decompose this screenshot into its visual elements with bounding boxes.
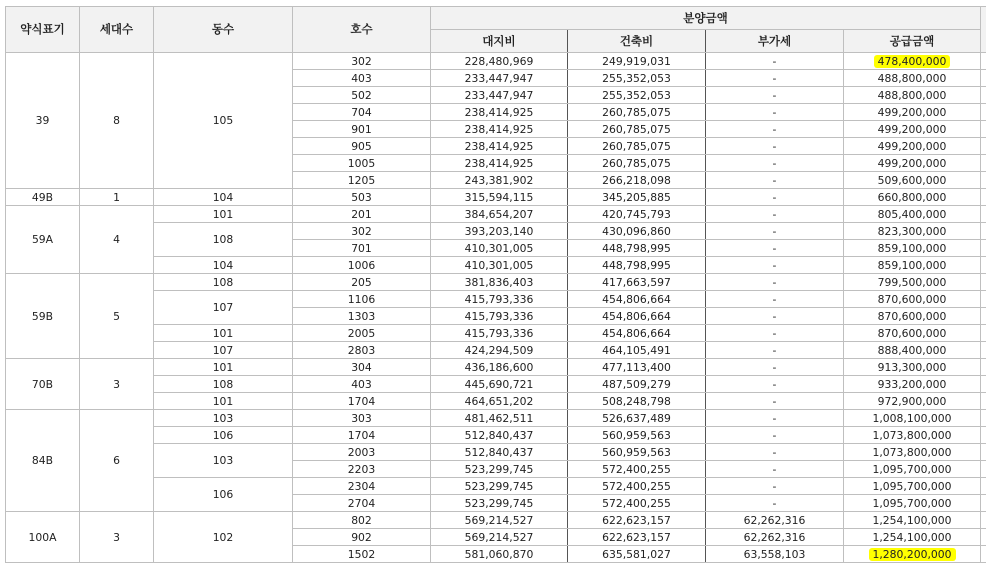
households-cell: 3: [80, 512, 154, 563]
edge-cell: [981, 206, 986, 223]
construction-cell: 526,637,489: [568, 410, 706, 427]
price-table-body: [6, 53, 986, 563]
supply-amount: 1,095,700,000: [872, 462, 952, 476]
supply-amount: 1,254,100,000: [872, 513, 952, 527]
edge-cell: [981, 155, 986, 172]
vat-cell: -: [706, 410, 844, 427]
price-table: [5, 6, 986, 563]
construction-cell: 260,785,075: [568, 155, 706, 172]
building-cell: 101: [154, 359, 293, 376]
highlighted-supply-amount: 478,400,000: [874, 55, 951, 68]
table-row: [6, 342, 986, 359]
construction-cell: 255,352,053: [568, 70, 706, 87]
construction-cell: 622,623,157: [568, 529, 706, 546]
table-row: [6, 444, 986, 461]
land-cell: 523,299,745: [431, 478, 568, 495]
building-cell: 108: [154, 223, 293, 257]
building-cell: 103: [154, 444, 293, 478]
supply-cell: [844, 393, 981, 410]
unit-cell: 201: [293, 206, 431, 223]
vat-cell: -: [706, 87, 844, 104]
unit-cell: 502: [293, 87, 431, 104]
supply-cell: [844, 291, 981, 308]
supply-amount: 823,300,000: [877, 224, 947, 238]
type-cell: 70B: [6, 359, 80, 410]
land-cell: 424,294,509: [431, 342, 568, 359]
land-cell: 238,414,925: [431, 104, 568, 121]
table-row: [6, 223, 986, 240]
edge-cell: [981, 342, 986, 359]
vat-cell: 63,558,103: [706, 546, 844, 563]
unit-cell: 304: [293, 359, 431, 376]
construction-cell: 572,400,255: [568, 478, 706, 495]
building-cell: 107: [154, 342, 293, 359]
land-cell: 415,793,336: [431, 325, 568, 342]
unit-cell: 704: [293, 104, 431, 121]
unit-cell: 1502: [293, 546, 431, 563]
edge-cell: [981, 87, 986, 104]
supply-amount: 499,200,000: [877, 156, 947, 170]
edge-cell: [981, 393, 986, 410]
edge-cell: [981, 240, 986, 257]
land-cell: 315,594,115: [431, 189, 568, 206]
supply-amount: 870,600,000: [877, 326, 947, 340]
header-unit: 호수: [293, 7, 431, 53]
supply-amount: 972,900,000: [877, 394, 947, 408]
table-row: [6, 257, 986, 274]
highlighted-supply-amount: 1,280,200,000: [869, 548, 956, 561]
supply-cell: [844, 325, 981, 342]
supply-amount: 660,800,000: [877, 190, 947, 204]
land-cell: 581,060,870: [431, 546, 568, 563]
supply-cell: [844, 274, 981, 291]
vat-cell: -: [706, 172, 844, 189]
edge-cell: [981, 104, 986, 121]
supply-cell: [844, 410, 981, 427]
edge-cell: [981, 308, 986, 325]
unit-cell: 2803: [293, 342, 431, 359]
vat-cell: -: [706, 393, 844, 410]
edge-cell: [981, 410, 986, 427]
building-cell: 101: [154, 206, 293, 223]
table-row: [6, 189, 986, 206]
edge-cell: [981, 121, 986, 138]
header-households: 세대수: [80, 7, 154, 53]
unit-cell: 1303: [293, 308, 431, 325]
construction-cell: 622,623,157: [568, 512, 706, 529]
building-cell: 108: [154, 376, 293, 393]
construction-cell: 477,113,400: [568, 359, 706, 376]
header-price-group: 분양금액: [431, 7, 981, 30]
vat-cell: -: [706, 189, 844, 206]
supply-cell: [844, 512, 981, 529]
unit-cell: 302: [293, 53, 431, 70]
header-supply: 공급금액: [844, 30, 981, 53]
edge-cell: [981, 444, 986, 461]
header-construction: 건축비: [568, 30, 706, 53]
land-cell: 569,214,527: [431, 529, 568, 546]
vat-cell: -: [706, 376, 844, 393]
land-cell: 415,793,336: [431, 308, 568, 325]
building-cell: 106: [154, 427, 293, 444]
supply-amount: 1,095,700,000: [872, 479, 952, 493]
header-type: 약식표기: [6, 7, 80, 53]
construction-cell: 572,400,255: [568, 461, 706, 478]
type-cell: 84B: [6, 410, 80, 512]
land-cell: 238,414,925: [431, 155, 568, 172]
land-cell: 445,690,721: [431, 376, 568, 393]
land-cell: 238,414,925: [431, 121, 568, 138]
supply-cell: [844, 121, 981, 138]
households-cell: 8: [80, 53, 154, 189]
unit-cell: 403: [293, 376, 431, 393]
construction-cell: 454,806,664: [568, 291, 706, 308]
edge-cell: [981, 257, 986, 274]
land-cell: 381,836,403: [431, 274, 568, 291]
vat-cell: -: [706, 291, 844, 308]
building-cell: 105: [154, 53, 293, 189]
land-cell: 523,299,745: [431, 461, 568, 478]
land-cell: 523,299,745: [431, 495, 568, 512]
table-row: [6, 206, 986, 223]
vat-cell: -: [706, 274, 844, 291]
land-cell: 233,447,947: [431, 70, 568, 87]
type-cell: 59B: [6, 274, 80, 359]
edge-cell: [981, 478, 986, 495]
construction-cell: 266,218,098: [568, 172, 706, 189]
edge-cell: [981, 291, 986, 308]
supply-cell: [844, 444, 981, 461]
supply-amount: 799,500,000: [877, 275, 947, 289]
supply-cell: [844, 104, 981, 121]
unit-cell: 1704: [293, 393, 431, 410]
table-row: [6, 512, 986, 529]
construction-cell: 255,352,053: [568, 87, 706, 104]
unit-cell: 2304: [293, 478, 431, 495]
supply-amount: 933,200,000: [877, 377, 947, 391]
land-cell: 393,203,140: [431, 223, 568, 240]
construction-cell: 260,785,075: [568, 138, 706, 155]
vat-cell: -: [706, 308, 844, 325]
supply-amount: 499,200,000: [877, 122, 947, 136]
construction-cell: 487,509,279: [568, 376, 706, 393]
building-cell: 107: [154, 291, 293, 325]
vat-cell: -: [706, 325, 844, 342]
edge-cell: [981, 274, 986, 291]
vat-cell: -: [706, 223, 844, 240]
building-cell: 104: [154, 189, 293, 206]
construction-cell: 454,806,664: [568, 308, 706, 325]
unit-cell: 902: [293, 529, 431, 546]
households-cell: 3: [80, 359, 154, 410]
unit-cell: 2003: [293, 444, 431, 461]
supply-cell: [844, 138, 981, 155]
vat-cell: 62,262,316: [706, 529, 844, 546]
unit-cell: 2005: [293, 325, 431, 342]
supply-cell: [844, 87, 981, 104]
supply-amount: 1,008,100,000: [872, 411, 952, 425]
vat-cell: -: [706, 427, 844, 444]
land-cell: 410,301,005: [431, 240, 568, 257]
vat-cell: -: [706, 461, 844, 478]
construction-cell: 448,798,995: [568, 240, 706, 257]
supply-cell: [844, 427, 981, 444]
land-cell: 512,840,437: [431, 444, 568, 461]
table-row: [6, 376, 986, 393]
supply-cell: [844, 529, 981, 546]
type-cell: 49B: [6, 189, 80, 206]
table-row: [6, 291, 986, 308]
table-row: [6, 53, 986, 70]
supply-cell: [844, 478, 981, 495]
supply-cell: [844, 308, 981, 325]
building-cell: 103: [154, 410, 293, 427]
unit-cell: 1005: [293, 155, 431, 172]
supply-cell: [844, 546, 981, 563]
edge-cell: [981, 70, 986, 87]
supply-cell: [844, 342, 981, 359]
land-cell: 512,840,437: [431, 427, 568, 444]
edge-cell: [981, 325, 986, 342]
construction-cell: 454,806,664: [568, 325, 706, 342]
table-row: [6, 427, 986, 444]
type-cell: 59A: [6, 206, 80, 274]
header-edge: [981, 7, 986, 53]
supply-cell: [844, 155, 981, 172]
edge-cell: [981, 376, 986, 393]
supply-amount: 1,073,800,000: [872, 445, 952, 459]
households-cell: 4: [80, 206, 154, 274]
construction-cell: 345,205,885: [568, 189, 706, 206]
supply-amount: 1,254,100,000: [872, 530, 952, 544]
supply-amount: 1,073,800,000: [872, 428, 952, 442]
supply-amount: 499,200,000: [877, 105, 947, 119]
supply-cell: [844, 189, 981, 206]
unit-cell: 905: [293, 138, 431, 155]
supply-cell: [844, 376, 981, 393]
construction-cell: 260,785,075: [568, 121, 706, 138]
land-cell: 481,462,511: [431, 410, 568, 427]
unit-cell: 2704: [293, 495, 431, 512]
table-row: [6, 393, 986, 410]
unit-cell: 1006: [293, 257, 431, 274]
vat-cell: -: [706, 495, 844, 512]
construction-cell: 448,798,995: [568, 257, 706, 274]
vat-cell: -: [706, 478, 844, 495]
construction-cell: 260,785,075: [568, 104, 706, 121]
vat-cell: -: [706, 121, 844, 138]
supply-cell: [844, 206, 981, 223]
edge-cell: [981, 53, 986, 70]
construction-cell: 572,400,255: [568, 495, 706, 512]
table-row: [6, 478, 986, 495]
vat-cell: -: [706, 138, 844, 155]
vat-cell: -: [706, 70, 844, 87]
land-cell: 464,651,202: [431, 393, 568, 410]
edge-cell: [981, 495, 986, 512]
table-row: [6, 325, 986, 342]
vat-cell: -: [706, 444, 844, 461]
construction-cell: 249,919,031: [568, 53, 706, 70]
unit-cell: 503: [293, 189, 431, 206]
supply-cell: [844, 70, 981, 87]
land-cell: 410,301,005: [431, 257, 568, 274]
supply-amount: 870,600,000: [877, 292, 947, 306]
construction-cell: 420,745,793: [568, 206, 706, 223]
land-cell: 228,480,969: [431, 53, 568, 70]
table-row: [6, 274, 986, 291]
edge-cell: [981, 512, 986, 529]
edge-cell: [981, 172, 986, 189]
type-cell: 39: [6, 53, 80, 189]
header-vat: 부가세: [706, 30, 844, 53]
unit-cell: 701: [293, 240, 431, 257]
supply-cell: [844, 495, 981, 512]
land-cell: 436,186,600: [431, 359, 568, 376]
vat-cell: -: [706, 240, 844, 257]
supply-cell: [844, 53, 981, 70]
building-cell: 101: [154, 325, 293, 342]
supply-cell: [844, 223, 981, 240]
households-cell: 5: [80, 274, 154, 359]
supply-cell: [844, 240, 981, 257]
unit-cell: 2203: [293, 461, 431, 478]
supply-amount: 913,300,000: [877, 360, 947, 374]
supply-amount: 888,400,000: [877, 343, 947, 357]
construction-cell: 560,959,563: [568, 444, 706, 461]
edge-cell: [981, 529, 986, 546]
land-cell: 243,381,902: [431, 172, 568, 189]
construction-cell: 635,581,027: [568, 546, 706, 563]
unit-cell: 802: [293, 512, 431, 529]
supply-amount: 509,600,000: [877, 173, 947, 187]
construction-cell: 464,105,491: [568, 342, 706, 359]
vat-cell: 62,262,316: [706, 512, 844, 529]
land-cell: 233,447,947: [431, 87, 568, 104]
table-row: [6, 359, 986, 376]
supply-amount: 488,800,000: [877, 71, 947, 85]
land-cell: 415,793,336: [431, 291, 568, 308]
building-cell: 104: [154, 257, 293, 274]
supply-amount: 488,800,000: [877, 88, 947, 102]
construction-cell: 417,663,597: [568, 274, 706, 291]
supply-amount: 859,100,000: [877, 241, 947, 255]
unit-cell: 403: [293, 70, 431, 87]
unit-cell: 302: [293, 223, 431, 240]
vat-cell: -: [706, 206, 844, 223]
building-cell: 102: [154, 512, 293, 563]
vat-cell: -: [706, 342, 844, 359]
table-row: [6, 410, 986, 427]
vat-cell: -: [706, 359, 844, 376]
unit-cell: 303: [293, 410, 431, 427]
unit-cell: 1205: [293, 172, 431, 189]
land-cell: 238,414,925: [431, 138, 568, 155]
type-cell: 100A: [6, 512, 80, 563]
edge-cell: [981, 359, 986, 376]
edge-cell: [981, 138, 986, 155]
building-cell: 108: [154, 274, 293, 291]
edge-cell: [981, 461, 986, 478]
supply-cell: [844, 359, 981, 376]
unit-cell: 1704: [293, 427, 431, 444]
supply-cell: [844, 172, 981, 189]
supply-cell: [844, 461, 981, 478]
vat-cell: -: [706, 155, 844, 172]
vat-cell: -: [706, 104, 844, 121]
building-cell: 101: [154, 393, 293, 410]
construction-cell: 430,096,860: [568, 223, 706, 240]
supply-cell: [844, 257, 981, 274]
building-cell: 106: [154, 478, 293, 512]
supply-amount: 859,100,000: [877, 258, 947, 272]
vat-cell: -: [706, 53, 844, 70]
supply-amount: 1,095,700,000: [872, 496, 952, 510]
edge-cell: [981, 223, 986, 240]
supply-amount: 805,400,000: [877, 207, 947, 221]
vat-cell: -: [706, 257, 844, 274]
unit-cell: 205: [293, 274, 431, 291]
land-cell: 384,654,207: [431, 206, 568, 223]
edge-cell: [981, 189, 986, 206]
households-cell: 1: [80, 189, 154, 206]
land-cell: 569,214,527: [431, 512, 568, 529]
header-building: 동수: [154, 7, 293, 53]
unit-cell: 1106: [293, 291, 431, 308]
households-cell: 6: [80, 410, 154, 512]
edge-cell: [981, 427, 986, 444]
construction-cell: 560,959,563: [568, 427, 706, 444]
supply-amount: 870,600,000: [877, 309, 947, 323]
supply-amount: 499,200,000: [877, 139, 947, 153]
header-land: 대지비: [431, 30, 568, 53]
unit-cell: 901: [293, 121, 431, 138]
construction-cell: 508,248,798: [568, 393, 706, 410]
edge-cell: [981, 546, 986, 563]
